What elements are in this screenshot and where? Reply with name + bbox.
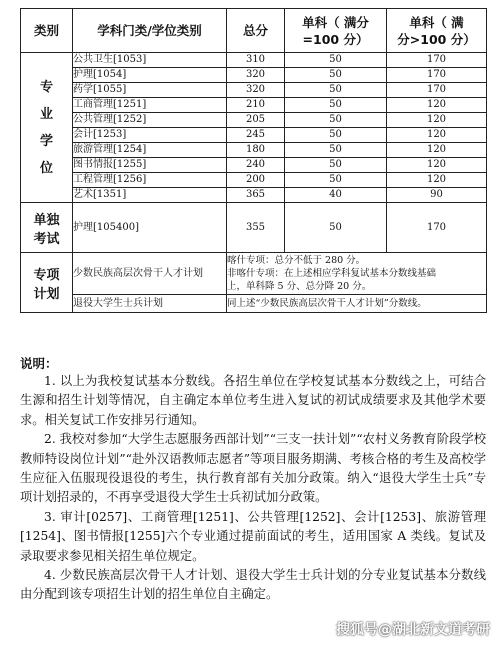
table-row <box>21 143 487 158</box>
single-100-score: 50 <box>285 98 387 113</box>
category-separate-line1: 单独 <box>33 212 60 228</box>
header-category: 类别 <box>21 9 73 53</box>
discipline-name: 药学[1055] <box>73 83 227 98</box>
total-score: 210 <box>227 98 285 113</box>
total-score: 180 <box>227 143 285 158</box>
discipline-name: 护理[105400] <box>73 203 227 253</box>
single-100-score: 50 <box>285 128 387 143</box>
category-professional-degree <box>21 53 73 203</box>
total-score: 200 <box>227 173 285 188</box>
table-row <box>21 68 487 83</box>
category-char: 专 <box>39 79 53 95</box>
category-char: 位 <box>39 160 53 176</box>
veteran-plan-name: 退役大学生士兵计划 <box>73 295 227 313</box>
category-special-line1: 专项 <box>33 267 60 283</box>
discipline-name: 护理[1054] <box>73 68 227 83</box>
category-special-line2: 计划 <box>33 286 60 302</box>
special-plan-note <box>227 253 487 295</box>
note-item-4: 4. 少数民族高层次骨干人才计划、退役大学生士兵计划的分专业复试基本分数线由分配到该专项招生计划的招生单位自主确定。 <box>20 568 486 602</box>
discipline-name: 会计[1253] <box>73 128 227 143</box>
single-gt100-score: 170 <box>387 68 487 83</box>
note-line: 非喀什专项：在上述相应学科复试基本分数线基础 <box>227 268 437 279</box>
note-item-1: 1. 以上为我校复试基本分数线。各招生单位在学校复试基本分数线之上，可结合生源和招生计划等情况，自主确定本单位考生进入复试的初试成绩要求及其他学术要求。相关复试工作安排另行通知。 <box>20 374 486 427</box>
discipline-name: 公共卫生[1053] <box>73 53 227 68</box>
discipline-name: 工商管理[1251] <box>73 98 227 113</box>
single-100-score: 50 <box>285 53 387 68</box>
category-separate-line2: 考试 <box>33 231 60 247</box>
watermark: 搜狐号@湖北新文道考研 <box>336 622 490 638</box>
single-100-score: 50 <box>285 113 387 128</box>
table-row <box>21 98 487 113</box>
header-single-100 <box>285 9 387 53</box>
category-special-plan <box>21 253 73 313</box>
note-item-3: 3. 审计[0257]、工商管理[1251]、公共管理[1252]、会计[1253]、旅游管理[1254]、图书情报[1255]六个专业通过提前面试的考生，适用国家 A 类线。复试及录取要求参见相关招生单位规定。 <box>20 509 486 563</box>
single-gt100-score: 170 <box>387 83 487 98</box>
single-gt100-score: 120 <box>387 173 487 188</box>
total-score: 245 <box>227 128 285 143</box>
professional-rows <box>21 53 487 203</box>
veteran-plan-note: 同上述“少数民族高层次骨干人才计划”分数线。 <box>227 295 487 313</box>
table-row <box>21 53 487 68</box>
special-plan-row-2 <box>21 295 487 313</box>
total-score: 355 <box>227 203 285 253</box>
category-char: 业 <box>39 106 53 122</box>
header-discipline: 学科门类/学位类别 <box>73 9 227 53</box>
table-row <box>21 128 487 143</box>
note-item-2: 2. 我校对参加“大学生志愿服务西部计划”“三支一扶计划”“农村义务教育阶段学校教师特设岗位计划”“赴外汉语教师志愿者”等项目服务期满、考核合格的考生及高校学生应征入伍服现役退役的考生，执行教育部有关加分政策。纳入“退役大学生士兵”专项计划招录的，不再享受退役大学生士兵初试加分政策。 <box>20 432 486 505</box>
single-gt100-score: 120 <box>387 128 487 143</box>
total-score: 365 <box>227 188 285 203</box>
separate-exam-row <box>21 203 487 253</box>
total-score: 320 <box>227 68 285 83</box>
single-100-score: 50 <box>285 203 387 253</box>
single-100-score: 50 <box>285 158 387 173</box>
notes-title: 说明： <box>20 356 58 371</box>
score-table-container <box>20 8 486 313</box>
header-single-100-line2: =100 分） <box>302 31 369 47</box>
discipline-name: 旅游管理[1254] <box>73 143 227 158</box>
single-gt100-score: 90 <box>387 188 487 203</box>
category-char: 学 <box>39 133 53 149</box>
table-row <box>21 158 487 173</box>
header-single-gt100 <box>387 9 487 53</box>
discipline-name: 公共管理[1252] <box>73 113 227 128</box>
special-plan-row-1 <box>21 253 487 295</box>
header-single-gt100-line2: 分>100 分） <box>397 31 476 47</box>
discipline-name: 图书情报[1255] <box>73 158 227 173</box>
header-total: 总分 <box>227 9 285 53</box>
single-gt100-score: 170 <box>387 203 487 253</box>
total-score: 240 <box>227 158 285 173</box>
table-row <box>21 173 487 188</box>
single-100-score: 50 <box>285 173 387 188</box>
table-row <box>21 83 487 98</box>
discipline-name: 工程管理[1256] <box>73 173 227 188</box>
header-single-100-line1: 单科（ 满分 <box>302 14 369 30</box>
table-row <box>21 188 487 203</box>
table-header-row <box>21 9 487 53</box>
header-single-gt100-line1: 单科（ 满 <box>409 14 464 30</box>
single-gt100-score: 170 <box>387 53 487 68</box>
total-score: 205 <box>227 113 285 128</box>
single-gt100-score: 120 <box>387 113 487 128</box>
single-100-score: 40 <box>285 188 387 203</box>
note-line: 上，单科降 5 分、总分降 20 分。 <box>227 281 372 292</box>
note-line: 喀什专项：总分不低于 280 分。 <box>227 255 366 266</box>
special-plan-name: 少数民族高层次骨干人才计划 <box>73 253 227 295</box>
total-score: 320 <box>227 83 285 98</box>
single-100-score: 50 <box>285 83 387 98</box>
notes-section <box>20 355 486 605</box>
single-100-score: 50 <box>285 68 387 83</box>
single-gt100-score: 120 <box>387 158 487 173</box>
category-separate-exam <box>21 203 73 253</box>
total-score: 310 <box>227 53 285 68</box>
single-gt100-score: 120 <box>387 98 487 113</box>
single-100-score: 50 <box>285 143 387 158</box>
discipline-name: 艺术[1351] <box>73 188 227 203</box>
table-row <box>21 113 487 128</box>
single-gt100-score: 120 <box>387 143 487 158</box>
score-table <box>20 8 487 313</box>
